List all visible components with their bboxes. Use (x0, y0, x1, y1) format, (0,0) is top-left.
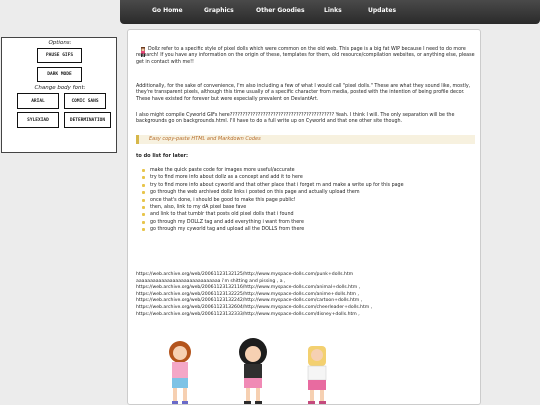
archive-link[interactable]: https://web.archive.org/web/20061123132604/http://www.myspace-dolls.com/cheerleader+dolls.htm , (136, 304, 373, 310)
nav-updates[interactable]: Updates (368, 7, 397, 14)
font-arial-button[interactable]: ARIAL (17, 93, 59, 109)
archive-links (136, 272, 476, 318)
font-comic-sans-button[interactable]: COMIC SANS (64, 93, 106, 109)
bullet-icon (142, 221, 145, 224)
list-item: and link to that tumblr that posts old pixel dolls that i found (142, 211, 472, 218)
top-navigation (120, 0, 540, 24)
options-heading: Options: (48, 40, 72, 46)
archive-note: aaaaaaaaaaaaaaaaaaaaaaaaaaaaaa i'm shitting and pissing , a , (136, 278, 286, 284)
options-panel (1, 37, 117, 153)
bullet-icon (142, 213, 145, 216)
list-item: try to find more info about cyworld and that other place that i forget rn and make a write up for this page (142, 182, 472, 189)
pause-gifs-button[interactable]: PAUSE GIFS (37, 48, 82, 63)
font-determination-button[interactable]: DETERMINATION (64, 112, 111, 128)
list-item: go through the web archived dollz links i posted on this page and actually upload them (142, 189, 472, 196)
nav-graphics[interactable]: Graphics (204, 7, 234, 14)
cyworld-paragraph: I also might compile Cyworld GIFs here????????????????????????????????????????? Yeah. I think I will. The only separation will be the backgrounds go on backgrounds.html. I'll have to do a full write up on Cyworld and that one other site though. (136, 113, 455, 125)
bullet-icon (142, 191, 145, 194)
list-item: try to find more info about dollz as a concept and add it to here (142, 174, 472, 181)
pixel-dolls-paragraph: Additionally, for the sake of convenience, I'm also including a few of what I would call "pixel dolls." These are what they sound like, mostly, they're transparent pixels, although this time usually of a specific character from media, posted with the intention of being profile decor. These have existed for forever but were especially prevalent on DeviantArt. (136, 84, 471, 102)
doll-1-image (169, 341, 191, 405)
bullet-icon (142, 176, 145, 179)
archive-link[interactable]: https://web.archive.org/web/20061123132333/http://www.myspace-dolls.com/disney+dolls.htm , (136, 311, 360, 317)
font-sylexiad-button[interactable]: SYLEXIAD (17, 112, 59, 128)
bullet-icon (142, 184, 145, 187)
list-item: go through my cyworld tag and upload all the DOLLS from there (142, 226, 472, 233)
bullet-icon (142, 206, 145, 209)
bullet-icon (142, 228, 145, 231)
intro-paragraph: Dollz refer to a specific style of pixel dolls which were common on the old web. This page is a big fat WIP because I need to do more research! If you have any information on the origin of these, templates for them, old resource/compilation websites, or anything else, please get in contact with me!! (136, 47, 475, 65)
bullet-icon (142, 169, 145, 172)
copy-paste-section[interactable] (136, 135, 475, 144)
archive-link[interactable]: https://web.archive.org/web/20061123132116/http://www.myspace-dolls.com/animal+dolls.htm , (136, 285, 361, 291)
todo-title: to do list for later: (136, 153, 189, 159)
nav-other-goodies[interactable]: Other Goodies (256, 7, 305, 14)
list-item: once that's done, i should be good to make this page public! (142, 197, 472, 204)
nav-go-home[interactable]: Go Home (152, 7, 183, 14)
archive-link[interactable]: https://web.archive.org/web/20061123132242/http://www.myspace-dolls.com/cartoon+dolls.htm , (136, 298, 363, 304)
dark-mode-button[interactable]: DARK MODE (37, 67, 82, 82)
list-item: then, also, link to my dA pixel base fave (142, 204, 472, 211)
doll-2-image (239, 338, 267, 405)
nav-links[interactable]: Links (324, 7, 342, 14)
section-label: Easy copy-paste HTML and Markdown Codes (149, 136, 261, 142)
font-heading: Change body font: (34, 85, 86, 91)
archive-link[interactable]: https://web.archive.org/web/20061123132225/http://www.myspace-dolls.com/anime+dolls.htm , (136, 291, 359, 297)
todo-list (142, 167, 472, 234)
archive-link[interactable]: https://web.archive.org/web/20061123132125/http://www.myspace-dolls.com/punk+dolls.htm (136, 272, 354, 277)
doll-3-image (308, 346, 326, 405)
main-content (127, 29, 481, 405)
doll-images (158, 338, 388, 405)
bullet-icon (142, 199, 145, 202)
list-item: make the quick paste code for images more useful/accurate (142, 167, 472, 174)
list-item: go through my DOLLZ tag and add everything i want from there (142, 219, 472, 226)
